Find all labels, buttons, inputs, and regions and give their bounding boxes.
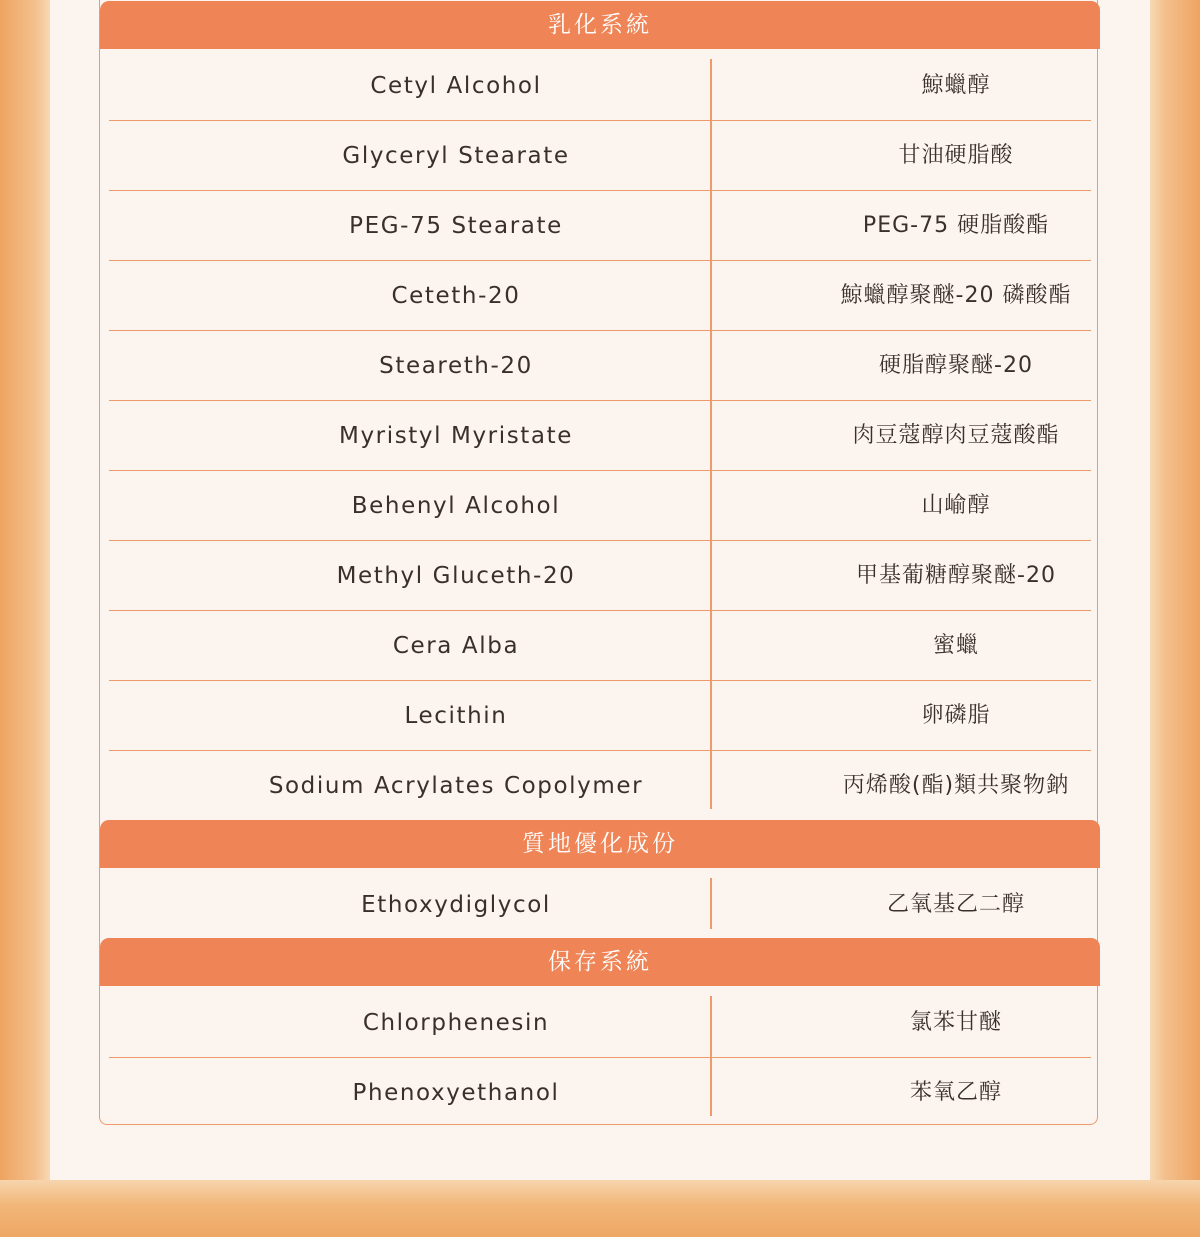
ingredient-inci-name: Cera Alba: [392, 633, 520, 659]
table-row: [100, 541, 1100, 611]
ingredient-inci-name: Cetyl Alcohol: [370, 73, 542, 99]
ingredient-inci-name: Ethoxydiglycol: [361, 892, 551, 918]
background-left-edge: [0, 0, 50, 1237]
background-right-edge: [1150, 0, 1200, 1237]
ingredient-inci-name: Lecithin: [404, 703, 508, 729]
ingredient-chinese-name: 硬脂醇聚醚-20: [879, 353, 1033, 378]
table-row: [100, 681, 1100, 751]
section-header-texture: 質地優化成份: [100, 820, 1100, 868]
table-row: [100, 331, 1100, 401]
table-row: [100, 611, 1100, 681]
ingredient-inci-name: Myristyl Myristate: [339, 423, 573, 449]
section-header-emulsifier: 乳化系統: [100, 1, 1100, 49]
ingredient-chinese-name: 卵磷脂: [921, 703, 991, 728]
ingredient-chinese-name: 蜜蠟: [932, 633, 979, 658]
ingredient-inci-name: Sodium Acrylates Copolymer: [268, 773, 644, 799]
ingredient-chinese-name: 甘油硬脂酸: [898, 143, 1014, 168]
table-row: [100, 988, 1100, 1058]
ingredient-chinese-name: 山崳醇: [921, 493, 991, 518]
table-row: [100, 191, 1100, 261]
table-row: [100, 870, 1100, 940]
table-row: [100, 51, 1100, 121]
emulsifier-rows: [100, 51, 1100, 821]
ingredient-chinese-name: 苯氧乙醇: [909, 1080, 1002, 1105]
ingredient-inci-name: Ceteth-20: [391, 283, 521, 309]
ingredient-chinese-name: 乙氧基乙二醇: [886, 892, 1025, 917]
ingredient-chinese-name: 丙烯酸(酯)類共聚物鈉: [842, 773, 1070, 798]
ingredient-inci-name: PEG-75 Stearate: [349, 213, 563, 239]
ingredient-chinese-name: 肉豆蔻醇肉豆蔻酸酯: [852, 423, 1060, 448]
section-header-preservative: 保存系統: [100, 938, 1100, 986]
ingredient-chinese-name: 鯨蠟醇聚醚-20 磷酸酯: [840, 283, 1072, 308]
preservative-rows: [100, 988, 1100, 1128]
table-row: [100, 751, 1100, 821]
ingredient-inci-name: Methyl Gluceth-20: [336, 563, 576, 589]
table-row: [100, 401, 1100, 471]
table-row: [100, 261, 1100, 331]
ingredient-chinese-name: 甲基葡糖醇聚醚-20: [856, 563, 1056, 588]
ingredient-inci-name: Behenyl Alcohol: [351, 493, 561, 519]
ingredient-chinese-name: PEG-75 硬脂酸酯: [862, 213, 1050, 238]
texture-rows: [100, 870, 1100, 940]
table-row: [100, 471, 1100, 541]
ingredient-chinese-name: 鯨蠟醇: [921, 73, 991, 98]
ingredient-inci-name: Steareth-20: [379, 353, 533, 379]
ingredient-inci-name: Glyceryl Stearate: [342, 143, 570, 169]
table-row: [100, 1058, 1100, 1128]
table-row: [100, 121, 1100, 191]
background-bottom-edge: [0, 1180, 1200, 1237]
ingredient-inci-name: Chlorphenesin: [362, 1010, 550, 1036]
ingredient-chinese-name: 氯苯甘醚: [909, 1010, 1002, 1035]
ingredient-inci-name: Phenoxyethanol: [352, 1080, 560, 1106]
